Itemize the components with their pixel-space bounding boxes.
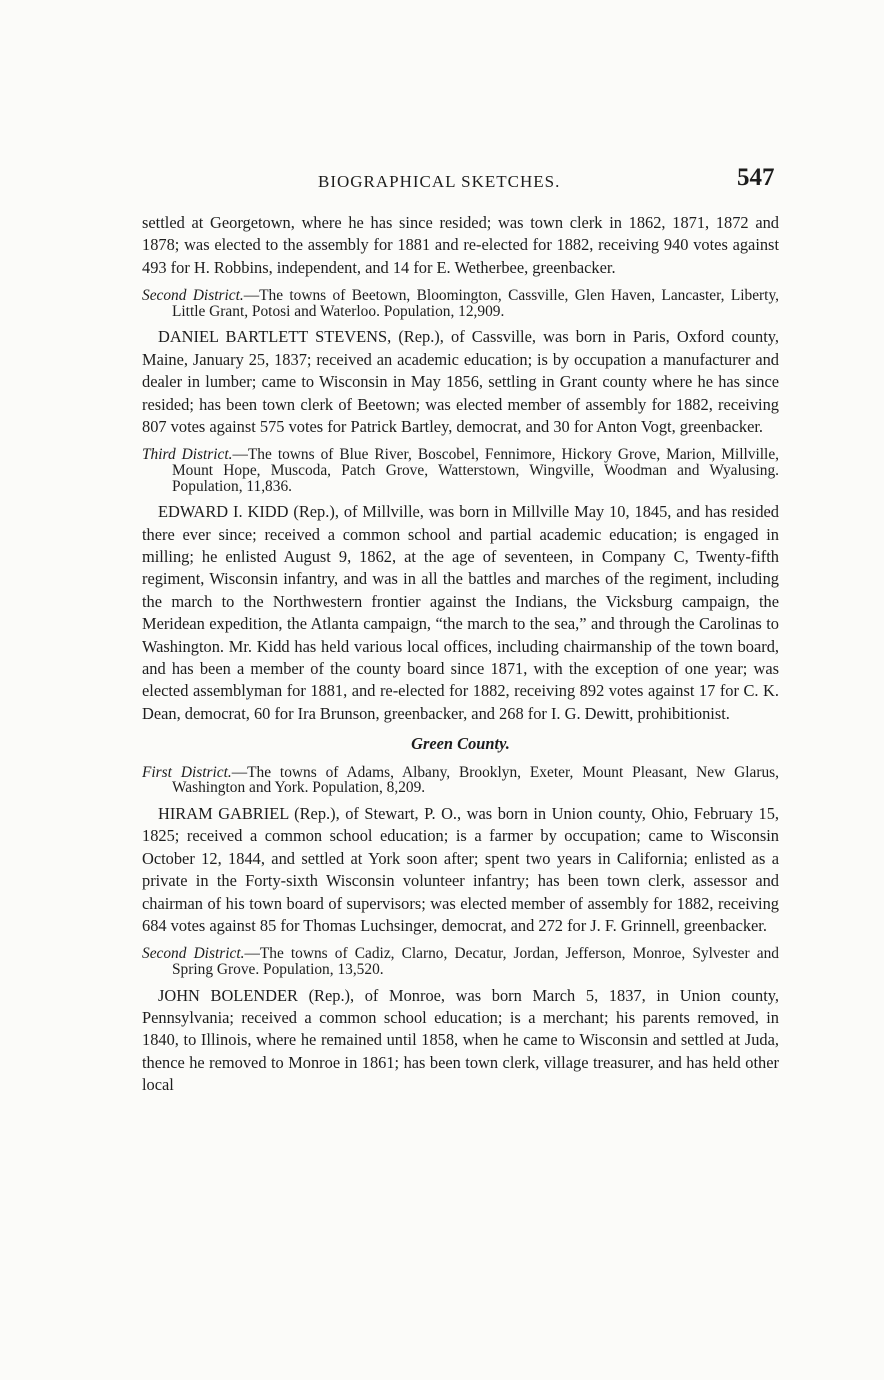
district-description: —The towns of Beetown, Bloomington, Cassville, Glen Haven, Lancaster, Liberty, Little Grant, Potosi and Waterloo. Population, 12,909. [172,287,779,320]
district-description: —The towns of Blue River, Boscobel, Fennimore, Hickory Grove, Marion, Millville, Mount Hope, Muscoda, Patch Grove, Watterstown, Wingville, Woodman and Wyalusing. Population, 11,836. [172,446,779,495]
district-heading [142,946,779,977]
district-label: Third District. [142,446,233,464]
paragraph-continuation: settled at Georgetown, where he has since resided; was town clerk in 1862, 1871, 1872 and 1878; was elected to the assembly for 1881 and re-elected for 1882, receiving 940 votes against 493 for H. Robbins, independent, and 14 for E. Wetherbee, greenbacker. [142,213,779,277]
district-description: —The towns of Cadiz, Clarno, Decatur, Jordan, Jefferson, Monroe, Sylvester and Spring Grove. Population, 13,520. [172,945,779,978]
district-description: —The towns of Adams, Albany, Brooklyn, Exeter, Mount Pleasant, New Glarus, Washington and York. Population, 8,209. [172,763,780,797]
page-body [142,212,779,1097]
district-label: First District. [142,763,232,781]
biography-kidd: EDWARD I. KIDD (Rep.), of Millville, was born in Millville May 10, 1845, and has resided there ever since; received a common school and partial academic education; is engaged in milling; he enlisted August 9, 1862, at the age of seventeen, in Company C, Twenty-fifth regiment, Wisconsin infantry, and was in all the battles and marches of the regiment, including the march to the Northwestern frontier against the Indians, the Vicksburg campaign, the Meridean expedition, the Atlanta campaign, “the march to the sea,” and through the Carolinas to Washington. Mr. Kidd has held various local offices, including chairmanship of the town board, and has been a member of the county board since 1871, with the exception of one year; was elected assemblyman for 1881, and re-elected for 1882, receiving 892 votes against 17 for C. K. Dean, democrat, 60 for Ira Brunson, greenbacker, and 268 for I. G. Dewitt, prohibitionist. [142,502,779,723]
county-heading: Green County. [411,734,510,754]
district-heading [142,288,779,319]
page-number: 547 [737,164,775,191]
district-heading [142,765,779,796]
district-label: Second District. [142,945,245,963]
running-head: BIOGRAPHICAL SKETCHES. [318,172,561,191]
biography-gabriel: HIRAM GABRIEL (Rep.), of Stewart, P. O., was born in Union county, Ohio, February 15, 1825; received a common school education; is a farmer by occupation; came to Wisconsin October 12, 1844, and settled at York soon after; spent two years in California; enlisted as a private in the Forty-sixth Wisconsin volunteer infantry; has been town clerk, assessor and chairman of his town board of supervisors; was elected member of assembly for 1882, receiving 684 votes against 85 for Thomas Luchsinger, democrat, and 272 for J. F. Grinnell, greenbacker. [142,803,779,935]
biography-stevens: DANIEL BARTLETT STEVENS, (Rep.), of Cassville, was born in Paris, Oxford county, Maine, January 25, 1837; received an academic education; is by occupation a manufacturer and dealer in lumber; came to Wisconsin in May 1856, settling in Grant county where he has since resided; has been town clerk of Beetown; was elected member of assembly for 1882, receiving 807 votes against 575 votes for Patrick Bartley, democrat, and 30 for Anton Vogt, greenbacker. [142,327,779,437]
district-heading [142,447,779,494]
district-label: Second District. [142,287,244,305]
biography-bolender: JOHN BOLENDER (Rep.), of Monroe, was born March 5, 1837, in Union county, Pennsylvania; received a common school education; is a merchant; his parents removed, in 1840, to Illinois, where he remained until 1858, when he came to Wisconsin and settled at Juda, thence he removed to Monroe in 1861; has been town clerk, village treasurer, and has held other local [142,985,779,1095]
